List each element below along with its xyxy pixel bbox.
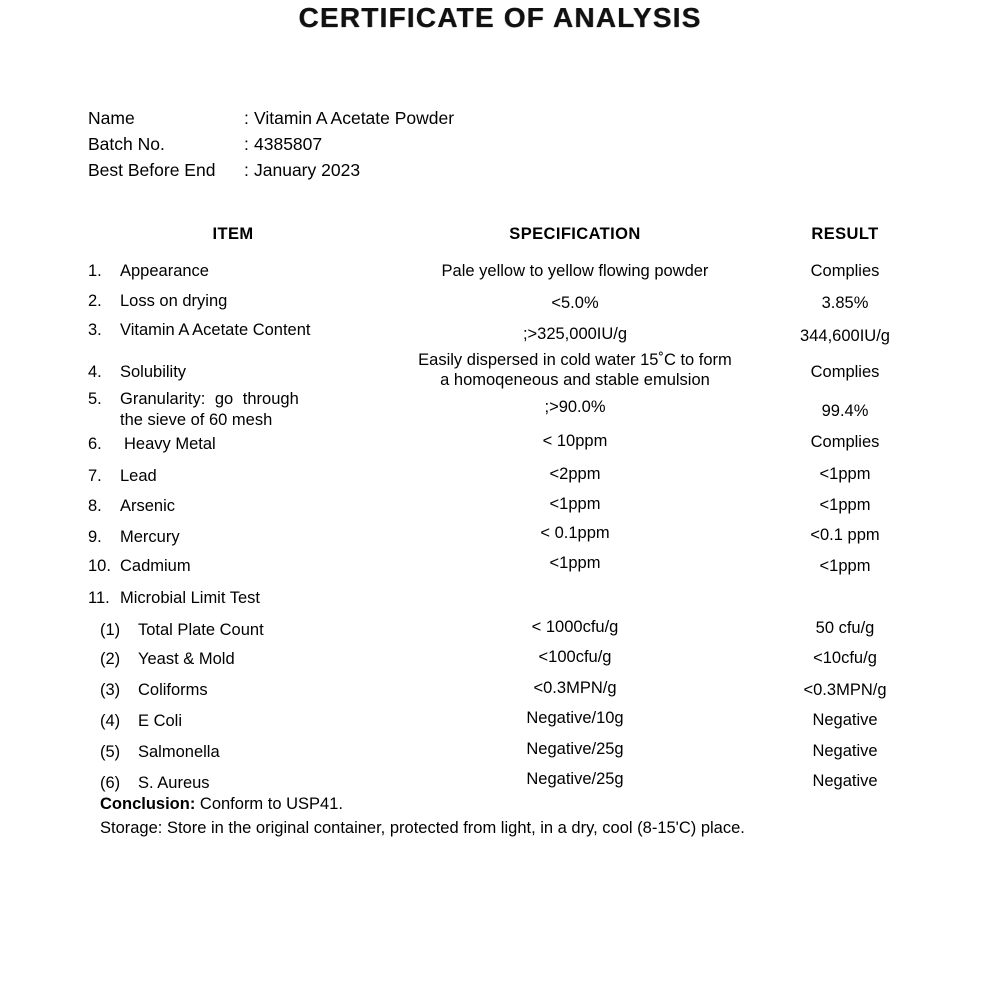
- table-subrow: [0, 677, 1000, 708]
- subrow-specification-cell: Negative/25g: [526, 770, 624, 788]
- row-specification-cell: <1ppm: [549, 495, 601, 513]
- storage-text: Store in the original container, protected from light, in a dry, cool (8-15'C) place.: [162, 819, 745, 837]
- row-item-cell: [88, 262, 418, 281]
- row-specification-line-1: Easily dispersed in cold water 15˚C to form: [418, 351, 732, 369]
- row-number: 3.: [88, 321, 102, 339]
- subrow-specification-cell: Negative/10g: [526, 709, 624, 727]
- subrow-number: (3): [100, 681, 121, 699]
- subrow-item-label: Coliforms: [138, 681, 208, 699]
- subrow-number: (1): [100, 621, 121, 639]
- meta-separator-best-before-end: :: [244, 160, 249, 180]
- row-item-cell: [88, 467, 418, 486]
- row-item-cell: [88, 321, 418, 340]
- row-item-label: Solubility: [120, 363, 187, 381]
- table-row: [0, 585, 1000, 616]
- column-header-item: ITEM: [212, 225, 254, 243]
- row-item-label: Vitamin A Acetate Content: [120, 321, 311, 339]
- table-row: [0, 464, 1000, 494]
- row-result-cell: Complies: [810, 262, 880, 280]
- subrow-specification-cell: <100cfu/g: [538, 648, 612, 666]
- row-specification-cell: < 10ppm: [542, 432, 608, 450]
- table-subrow: [0, 616, 1000, 646]
- meta-value-best-before-end: January 2023: [254, 160, 361, 180]
- storage-label: Storage:: [100, 819, 163, 837]
- row-specification-cell: ;>90.0%: [544, 398, 606, 416]
- column-header-specification: SPECIFICATION: [509, 225, 641, 243]
- row-specification-cell: <5.0%: [551, 294, 599, 312]
- row-item-label: Heavy Metal: [124, 435, 216, 453]
- page-title: CERTIFICATE OF ANALYSIS: [298, 2, 702, 33]
- row-number: 5.: [88, 390, 102, 408]
- subrow-result-cell: 50 cfu/g: [815, 619, 875, 637]
- subrow-result-cell: <0.3MPN/g: [803, 681, 887, 699]
- row-item-label: Appearance: [120, 262, 209, 280]
- meta-row-name: [88, 105, 454, 131]
- table-row: [0, 387, 1000, 431]
- subrow-item-label: Yeast & Mold: [138, 650, 235, 668]
- column-header-result: RESULT: [811, 225, 879, 243]
- row-number: 2.: [88, 292, 102, 310]
- meta-label-name: Name: [88, 108, 135, 128]
- meta-separator-batch-no: :: [244, 134, 249, 154]
- row-item-label: Granularity: go through: [120, 390, 299, 408]
- row-item-cell: [88, 435, 418, 454]
- table-subrow: [0, 739, 1000, 770]
- analysis-table: [0, 225, 1000, 801]
- table-subrow: [0, 708, 1000, 739]
- row-item-label: Cadmium: [120, 557, 191, 575]
- row-result-cell: 3.85%: [821, 294, 869, 312]
- row-result-cell: <0.1 ppm: [810, 526, 880, 544]
- row-item-cell: [88, 589, 418, 608]
- row-result-cell: Complies: [810, 363, 880, 381]
- row-item-cell: [88, 528, 418, 547]
- row-item-cell: [88, 497, 418, 516]
- table-row: [0, 494, 1000, 524]
- subrow-specification-cell: Negative/25g: [526, 740, 624, 758]
- table-header-row: [0, 225, 1000, 257]
- row-item-cell: [88, 557, 418, 576]
- table-row: [0, 257, 1000, 288]
- subrow-item-label: Salmonella: [138, 743, 220, 761]
- header-meta-block: [88, 105, 454, 183]
- subrow-item-label: E Coli: [138, 712, 183, 730]
- row-number: 4.: [88, 363, 102, 381]
- conclusion-label: Conclusion:: [100, 795, 196, 813]
- row-item-label: Mercury: [120, 528, 180, 546]
- subrow-result-cell: <10cfu/g: [813, 649, 877, 667]
- row-number: 7.: [88, 467, 102, 485]
- table-row: [0, 288, 1000, 318]
- row-item-label: Microbial Limit Test: [120, 589, 260, 607]
- row-result-cell: 344,600IU/g: [800, 327, 890, 345]
- table-subrow: [0, 646, 1000, 677]
- row-result-cell: <1ppm: [819, 496, 871, 514]
- meta-row-best-before-end: [88, 157, 454, 183]
- meta-label-batch-no: Batch No.: [88, 134, 165, 154]
- row-number: 6.: [88, 435, 102, 453]
- subrow-number: (4): [100, 712, 121, 730]
- storage-line: [100, 816, 940, 840]
- row-number: 9.: [88, 528, 102, 546]
- meta-label-best-before-end: Best Before End: [88, 160, 216, 180]
- subrow-number: (5): [100, 743, 121, 761]
- meta-row-batch-no: [88, 131, 454, 157]
- row-specification-cell: <2ppm: [549, 465, 601, 483]
- row-number: 8.: [88, 497, 102, 515]
- table-row: [0, 524, 1000, 554]
- subrow-specification-cell: <0.3MPN/g: [533, 679, 617, 697]
- table-row: [0, 318, 1000, 350]
- conclusion-line: [100, 792, 940, 816]
- row-result-cell: 99.4%: [821, 402, 869, 420]
- row-specification-cell: ;>325,000IU/g: [522, 325, 628, 343]
- row-item-line-1: [88, 389, 418, 410]
- row-item-cell: [88, 292, 418, 311]
- row-specification-cell: <1ppm: [549, 554, 601, 572]
- subrow-specification-cell: < 1000cfu/g: [531, 618, 619, 636]
- row-item-label: Arsenic: [120, 497, 176, 515]
- subrow-item-label: Total Plate Count: [138, 621, 264, 639]
- subrow-result-cell: Negative: [812, 711, 878, 729]
- row-number: 11.: [88, 589, 110, 607]
- row-item-cell: [88, 363, 418, 382]
- footer-block: [100, 792, 940, 840]
- table-row: [0, 350, 1000, 387]
- conclusion-text: Conform to USP41.: [195, 795, 343, 813]
- subrow-number: (6): [100, 774, 121, 792]
- row-specification-cell: [380, 350, 770, 390]
- row-number: 10.: [88, 557, 111, 575]
- row-item-label: Loss on drying: [120, 292, 228, 310]
- subrow-result-cell: Negative: [812, 742, 878, 760]
- row-item-label: Lead: [120, 467, 157, 485]
- table-row: [0, 431, 1000, 464]
- meta-separator-name: :: [244, 108, 249, 128]
- subrow-result-cell: Negative: [812, 772, 878, 790]
- row-specification-line-2: a homoqeneous and stable emulsion: [440, 371, 710, 389]
- row-item-cell: [88, 389, 418, 431]
- row-specification-cell: Pale yellow to yellow flowing powder: [441, 262, 709, 280]
- row-result-cell: <1ppm: [819, 465, 871, 483]
- subrow-number: (2): [100, 650, 121, 668]
- row-result-cell: <1ppm: [819, 557, 871, 575]
- meta-value-name: Vitamin A Acetate Powder: [254, 108, 455, 128]
- meta-value-batch-no: 4385807: [254, 134, 323, 154]
- row-specification-cell: < 0.1ppm: [540, 524, 610, 542]
- row-number: 1.: [88, 262, 102, 280]
- row-result-cell: Complies: [810, 433, 880, 451]
- table-row: [0, 554, 1000, 585]
- subrow-item-label: S. Aureus: [138, 774, 210, 792]
- row-item-line-2: the sieve of 60 mesh: [120, 411, 273, 429]
